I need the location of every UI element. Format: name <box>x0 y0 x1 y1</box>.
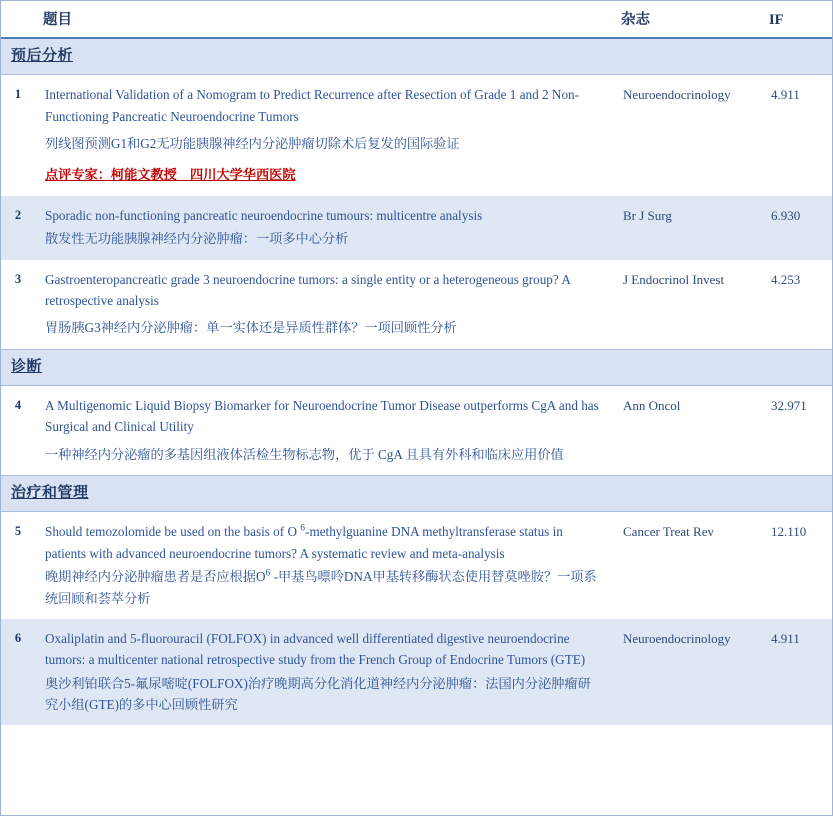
section-title: 预后分析 <box>11 48 74 64</box>
article-title-cell <box>35 260 613 350</box>
article-title-cell <box>35 75 613 196</box>
article-title-en: Should temozolomide be used on the basis of O $^6$-methylguanine DNA methyltransferase status in patients with advanced neuroendocrine tumors? A systematic review and meta-analysis <box>45 524 563 561</box>
journal-name: Br J Surg <box>613 196 761 260</box>
row-number: 4 <box>1 385 35 475</box>
article-title-en: A Multigenomic Liquid Biopsy Biomarker for Neuroendocrine Tumor Disease outperforms CgA and has Surgical and Clinical Utility <box>45 397 599 435</box>
section-title: 治疗和管理 <box>11 485 89 502</box>
row-number: 6 <box>1 619 35 726</box>
table-row <box>1 75 832 196</box>
impact-factor-value: 32.971 <box>761 385 832 475</box>
section-header-cell <box>1 38 832 75</box>
row-number: 2 <box>1 196 35 260</box>
section-row <box>1 38 832 75</box>
column-header-if: IF <box>761 1 832 38</box>
article-title-cell <box>35 619 613 726</box>
literature-table <box>1 1 832 725</box>
article-title-en: International Validation of a Nomogram to Predict Recurrence after Resection of Grade 1 and 2 Non-Functioning Pancreatic Neuroendocrine Tumors <box>45 87 580 124</box>
impact-factor-value: 6.930 <box>761 196 832 260</box>
table-row <box>1 619 832 726</box>
journal-name: Cancer Treat Rev <box>613 512 761 619</box>
impact-factor-value: 12.110 <box>761 512 832 619</box>
journal-name: J Endocrinol Invest <box>613 260 761 350</box>
article-title-en: Gastroenteropancreatic grade 3 neuroendocrine tumors: a single entity or a heterogeneous group? A retrospective analysis <box>45 271 571 308</box>
table-row <box>1 385 832 475</box>
article-title-en: Oxaliplatin and 5-fluorouracil (FOLFOX) in advanced well differentiated digestive neuroendocrine tumors: a multicenter national retrospective study from the French Group of Endocrine Tumors (GTE) <box>45 630 586 668</box>
section-header-cell <box>1 349 832 385</box>
journal-name: Ann Oncol <box>613 385 761 475</box>
article-title-cn: 一种神经内分泌瘤的多基因组液体活检生物标志物，优于 CgA 且具有外科和临床应用价值 <box>45 446 564 462</box>
impact-factor-value: 4.911 <box>761 619 832 726</box>
table-row <box>1 512 832 619</box>
impact-factor-value: 4.253 <box>761 260 832 350</box>
article-title-cell <box>35 196 613 260</box>
section-header-cell <box>1 476 832 512</box>
article-title-cn: 奥沙利铂联合5-氟尿嘧啶(FOLFOX)治疗晚期高分化消化道神经内分泌肿瘤：法国内分泌肿瘤研究小组(GTE)的多中心回顾性研究 <box>45 675 591 713</box>
article-title-cell <box>35 512 613 619</box>
expert-comment-label: 点评专家：柯能文教授 四川大学华西医院 <box>45 167 296 183</box>
column-header-number <box>1 1 35 38</box>
table-header <box>1 1 832 38</box>
row-number: 3 <box>1 260 35 350</box>
impact-factor-value: 4.911 <box>761 75 832 196</box>
table-row <box>1 196 832 260</box>
article-title-cn: 胃肠胰G3神经内分泌肿瘤：单一实体还是异质性群体？一项回顾性分析 <box>45 320 457 336</box>
article-title-cn: 列线图预测G1和G2无功能胰腺神经内分泌肿瘤切除术后复发的国际验证 <box>45 136 460 152</box>
section-row <box>1 476 832 512</box>
section-row <box>1 349 832 385</box>
article-title-cn: 晚期神经内分泌肿瘤患者是否应根据$O^6$ -甲基鸟嘌呤DNA甲基转移酶状态使用替莫唑胺？一项系统回顾和荟萃分析 <box>45 568 597 606</box>
row-number: 5 <box>1 512 35 619</box>
table-header-row <box>1 1 832 38</box>
row-number: 1 <box>1 75 35 196</box>
table-row <box>1 260 832 350</box>
table-body <box>1 38 832 725</box>
column-header-journal: 杂志 <box>613 1 761 38</box>
journal-name: Neuroendocrinology <box>613 75 761 196</box>
article-title-cn: 散发性无功能胰腺神经内分泌肿瘤：一项多中心分析 <box>45 231 349 247</box>
article-title-cell <box>35 385 613 475</box>
article-title-en: Sporadic non-functioning pancreatic neuroendocrine tumours: multicentre analysis <box>45 207 483 223</box>
journal-name: Neuroendocrinology <box>613 619 761 726</box>
column-header-title: 题目 <box>35 1 613 38</box>
section-title: 诊断 <box>11 358 43 375</box>
